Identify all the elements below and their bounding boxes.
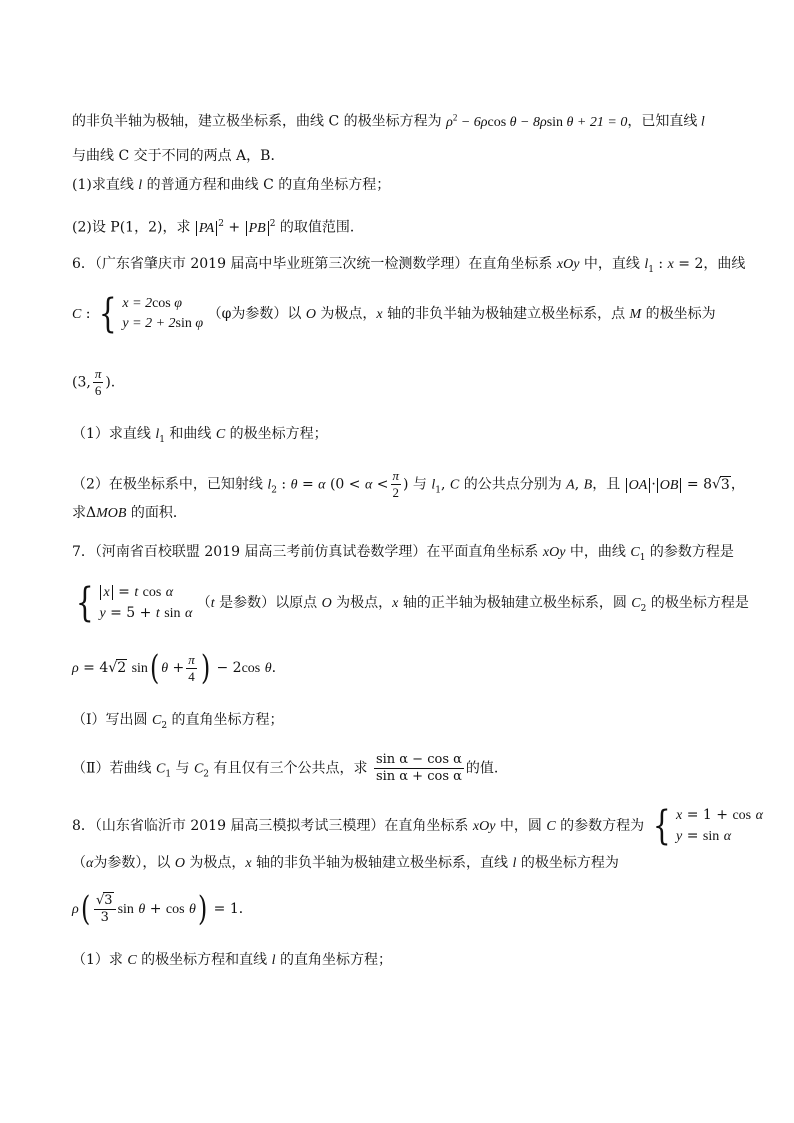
p5-line-1 bbox=[72, 106, 705, 134]
p5-line1-text: 的非负半轴为极轴，建立极坐标系，曲线 C 的极坐标方程为 bbox=[72, 113, 442, 130]
p6-param-line: C : { x = 2cos φ y = 2 + 2sin φ （φ为参数）以 O 为极点，x 轴的非负半轴为极轴建立极坐标系，点 M 的极坐标为 bbox=[72, 291, 716, 337]
p7-fraction-denominator: sin α + cos α bbox=[375, 769, 462, 784]
p6-heading: 6．（广东省肇庆市 2019 届高中毕业班第三次统一检测数学理）在直角坐标系 xOy 中，直线 $l_1$ : x = 2，曲线 bbox=[72, 256, 746, 275]
p5-line-l: l bbox=[697, 114, 705, 130]
p6-point-M: (3, $\frac{\pi}{6}$ ). bbox=[72, 366, 116, 398]
p8-line-2: （α为参数），以 O 为极点，x 轴的非负半轴为极轴建立极坐标系，直线 l 的极坐标方程为 bbox=[72, 855, 619, 871]
p5-polar-equation: $\rho^2 - 6\rho\cos$ θ − 8ρsin θ + 21 = 0 bbox=[446, 112, 628, 130]
p6-question-2: （2）在极坐标系中，已知射线 $l_2$ : θ = α (0 < α < $\frac{\pi}{2}$ ) 与 $l_1$, C 的公共点分别为 A, B，且 OA · OB = 8√3， bbox=[72, 468, 745, 500]
p7-question-1: （Ⅰ）写出圆 $C_2$ 的直角坐标方程； bbox=[72, 712, 284, 731]
p6-question-2-cont: 求ΔMOB 的面积． bbox=[72, 505, 187, 521]
p5-question-2: (2)设 P(1，2)，求 PA $^2$ + PB $^2$ 的取值范围． bbox=[72, 219, 364, 236]
p7-fraction-numerator: sin α − cos α bbox=[375, 752, 462, 767]
p7-heading: 7．（河南省百校联盟 2019 届高三考前仿真试卷数学理）在平面直角坐标系 xOy 中，曲线 $C_1$ 的参数方程是 bbox=[72, 544, 734, 563]
p7-system: { x = t cos α y = 5 + t sin α bbox=[75, 580, 193, 626]
p6-question-1: （1）求直线 $l_1$ 和曲线 C 的极坐标方程； bbox=[72, 426, 328, 445]
p8-polar-equation: ρ( $\frac{√3}{3}$ sin θ + cos θ) = 1． bbox=[72, 889, 253, 929]
p7-question-2: （Ⅱ）若曲线 $C_1$ 与 $C_2$ 有且仅有三个公共点，求 $\frac{\text{sin α − cos α}}{\text{sin α + cos α}}$ 的值. bbox=[72, 752, 499, 784]
p8-heading: 8．（山东省临沂市 2019 届高三模拟考试三模理）在直角坐标系 xOy 中，圆 C 的参数方程为 { x = 1 + cos α y = sin α bbox=[72, 803, 763, 849]
p8-system: { x = 1 + cos α y = sin α bbox=[652, 803, 763, 849]
p6-system: { x = 2cos φ y = 2 + 2sin φ bbox=[98, 291, 204, 337]
p5-line1-post: ，已知直线 bbox=[627, 113, 698, 130]
p5-question-1: (1)求直线 l 的普通方程和曲线 C 的直角坐标方程； bbox=[72, 177, 391, 193]
p5-line-2: 与曲线 C 交于不同的两点 A，B． bbox=[72, 148, 285, 164]
p7-param-line: { x = t cos α y = 5 + t sin α （t 是参数）以原点 O 为极点，x 轴的正半轴为极轴建立极坐标系，圆 $C_2$ 的极坐标方程是 bbox=[72, 582, 749, 624]
p8-question-1: （1）求 C 的极坐标方程和直线 l 的直角坐标方程； bbox=[72, 952, 392, 968]
p7-polar-equation: ρ = 4√2 sin( θ + $\frac{\pi}{4}$ ) − 2cos θ. bbox=[72, 648, 277, 688]
